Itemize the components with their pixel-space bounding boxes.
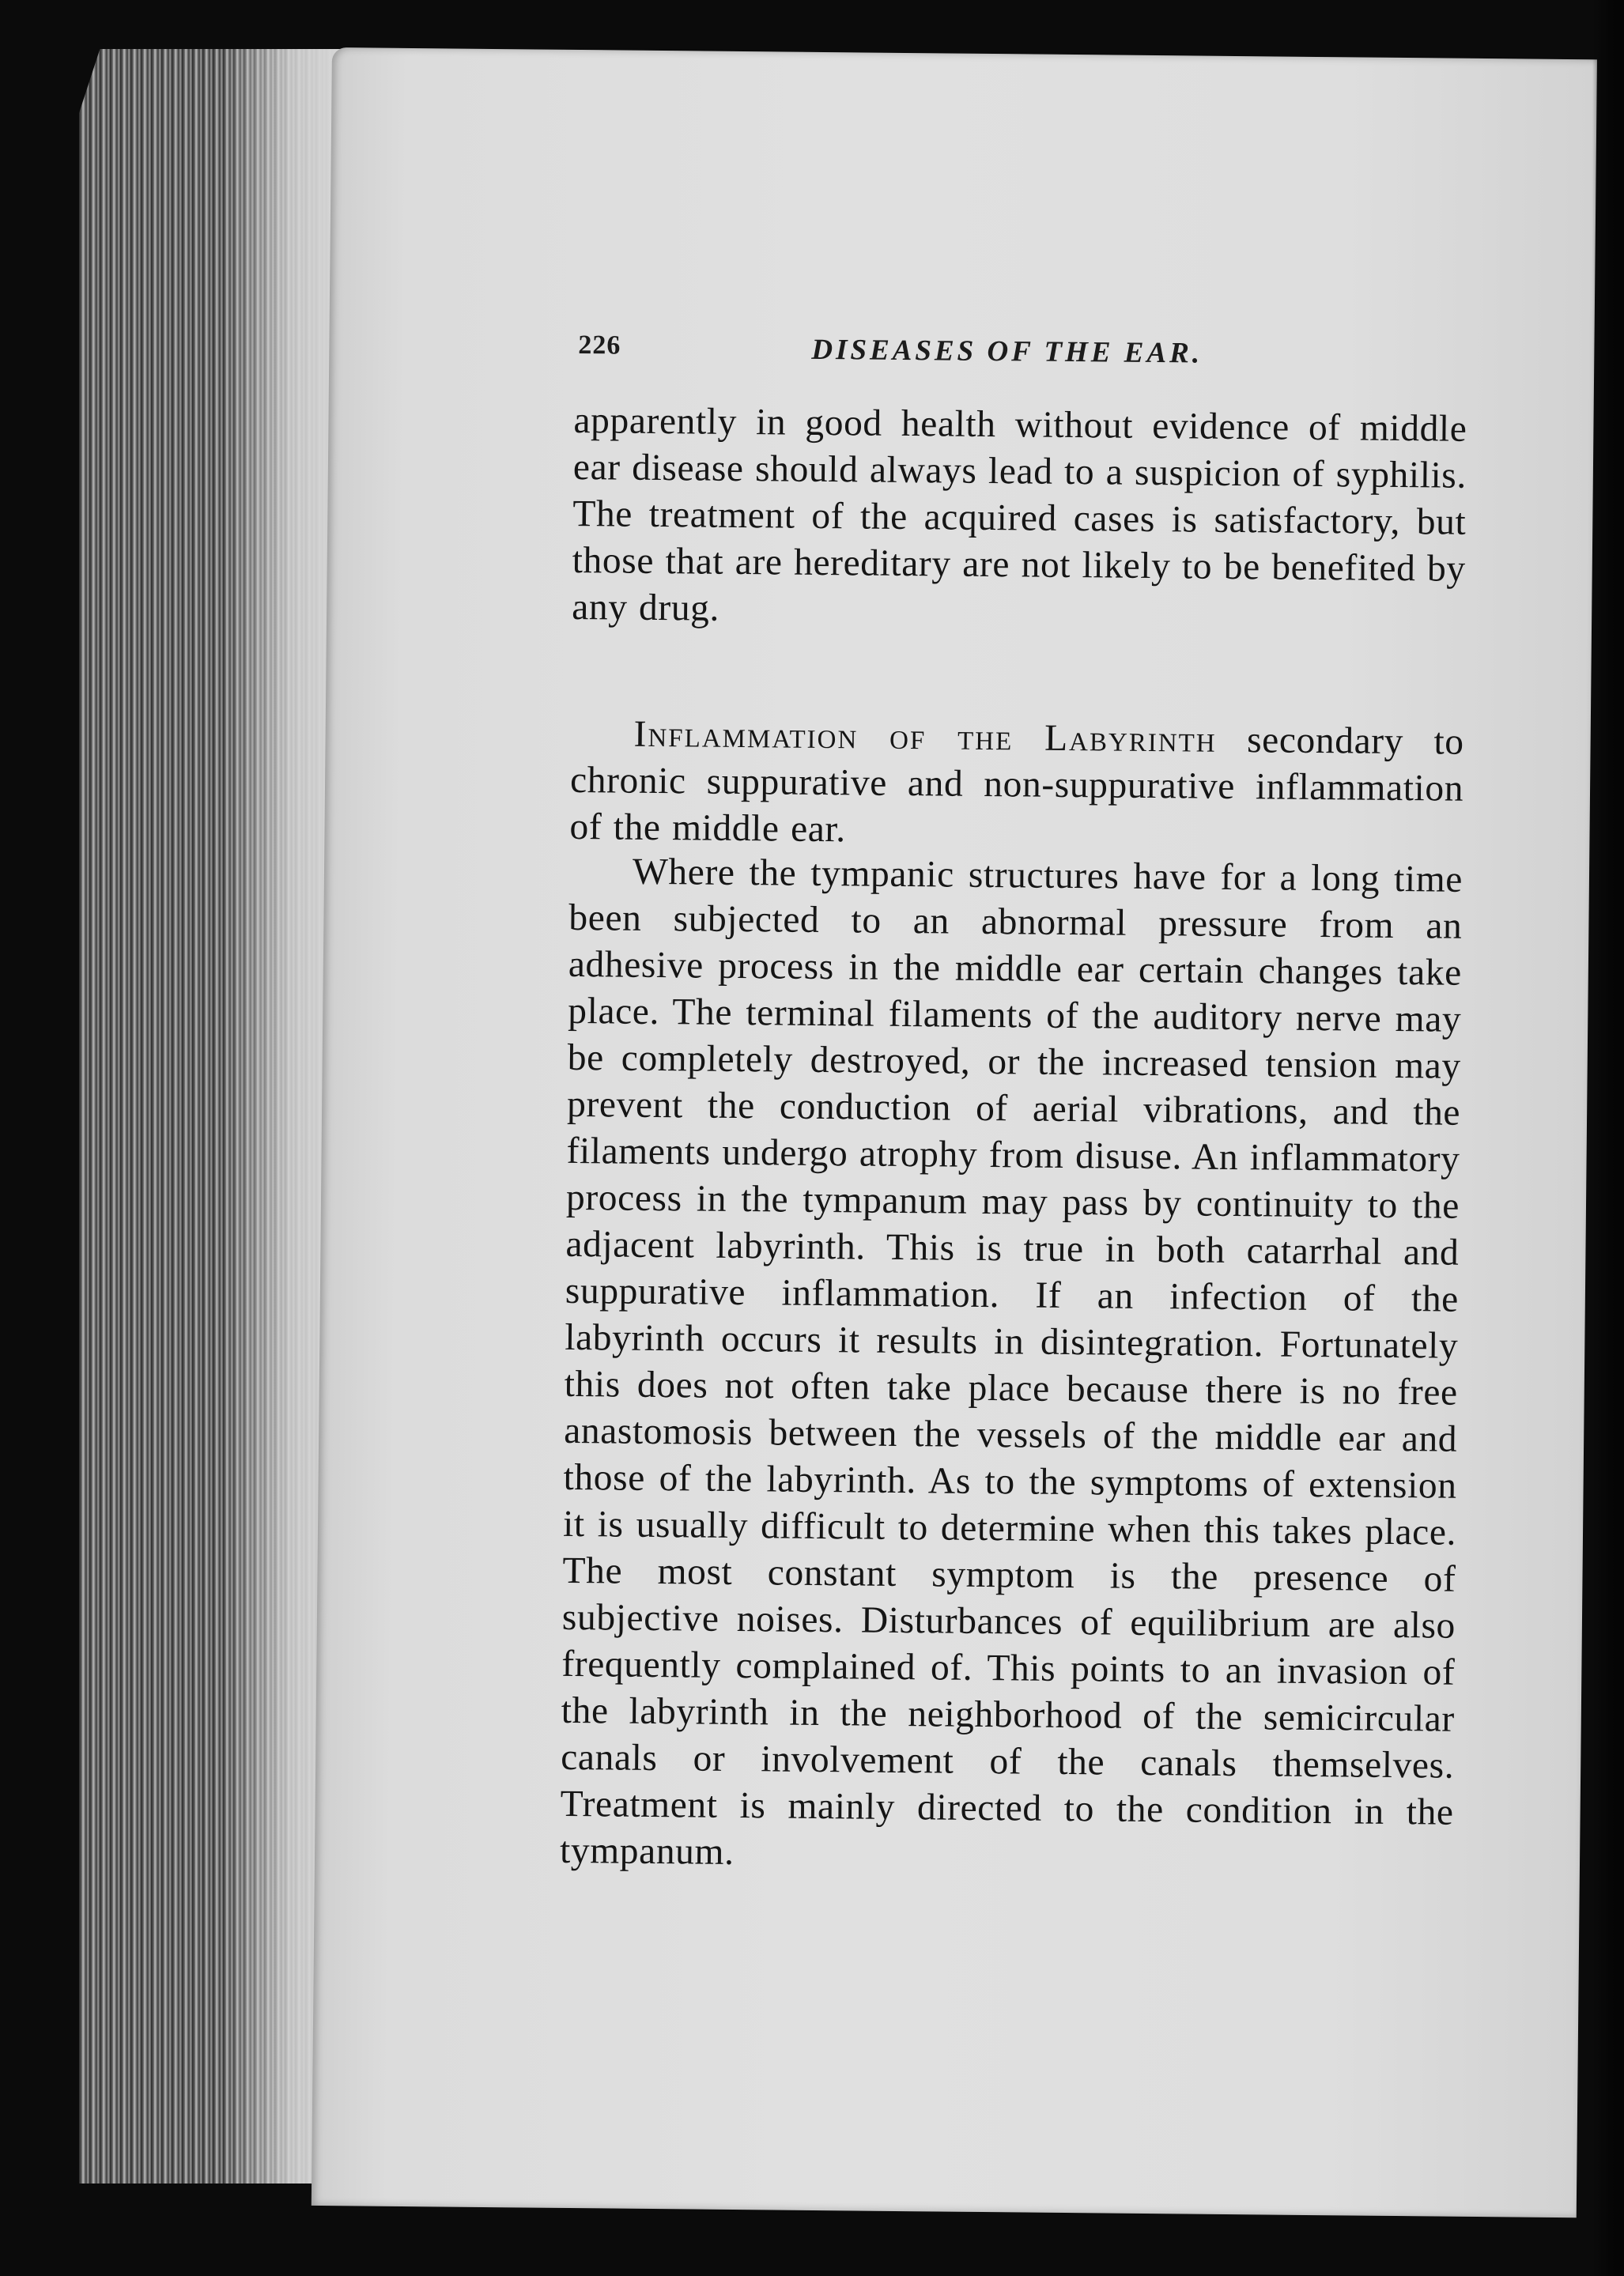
section-heading: Inflammation of the Labyrinth [633, 713, 1217, 761]
running-head [578, 330, 1464, 387]
paragraph-tympanic-structures: Where the tympanic structures have for a long time been subjected to an abnormal pressure from an adhesive process in the middle ear certain changes take place. The terminal filaments of the auditory nerve may be completely destroyed, or the increased tension may prevent the conduction of aerial vibrations, and the filaments undergo atrophy from disuse. An inflammatory process in the tympanum may pass by continuity to the adjacent labyrinth. This is true in both catarrhal and suppurative inflammation. If an infection of the labyrinth occurs it results in disintegration. Fortunately this does not often take place because there is no free anastomosis between the vessels of the middle ear and those of the labyrinth. As to the symptoms of extension it is usually difficult to determine when this takes place. The most constant symptom is the presence of subjective noises. Disturbances of equilibrium are also frequently complained of. This points to an invasion of the labyrinth in the neighborhood of the semicircular canals or involvement of the canals themselves. Treatment is mainly directed to the condition in the tympanum. [559, 851, 1463, 1873]
section-heading-continuation: secondary to chronic suppurative and non-suppurative inflammation of the middle ear. [569, 719, 1464, 851]
running-head-title: DISEASES OF THE EAR. [811, 333, 1203, 370]
paragraph-labyrinth-heading [569, 711, 1464, 859]
right-edge-shadow [1592, 0, 1624, 2276]
page-number: 226 [578, 330, 621, 360]
book-page [312, 47, 1597, 2217]
paragraph-syphilis: apparently in good health without evidence of middle ear disease should always lead to a suspicion of syphilis. The treatment of the acquired cases is satisfactory, but those that are hereditary are not likely to be benefited by any drug. [571, 399, 1467, 629]
